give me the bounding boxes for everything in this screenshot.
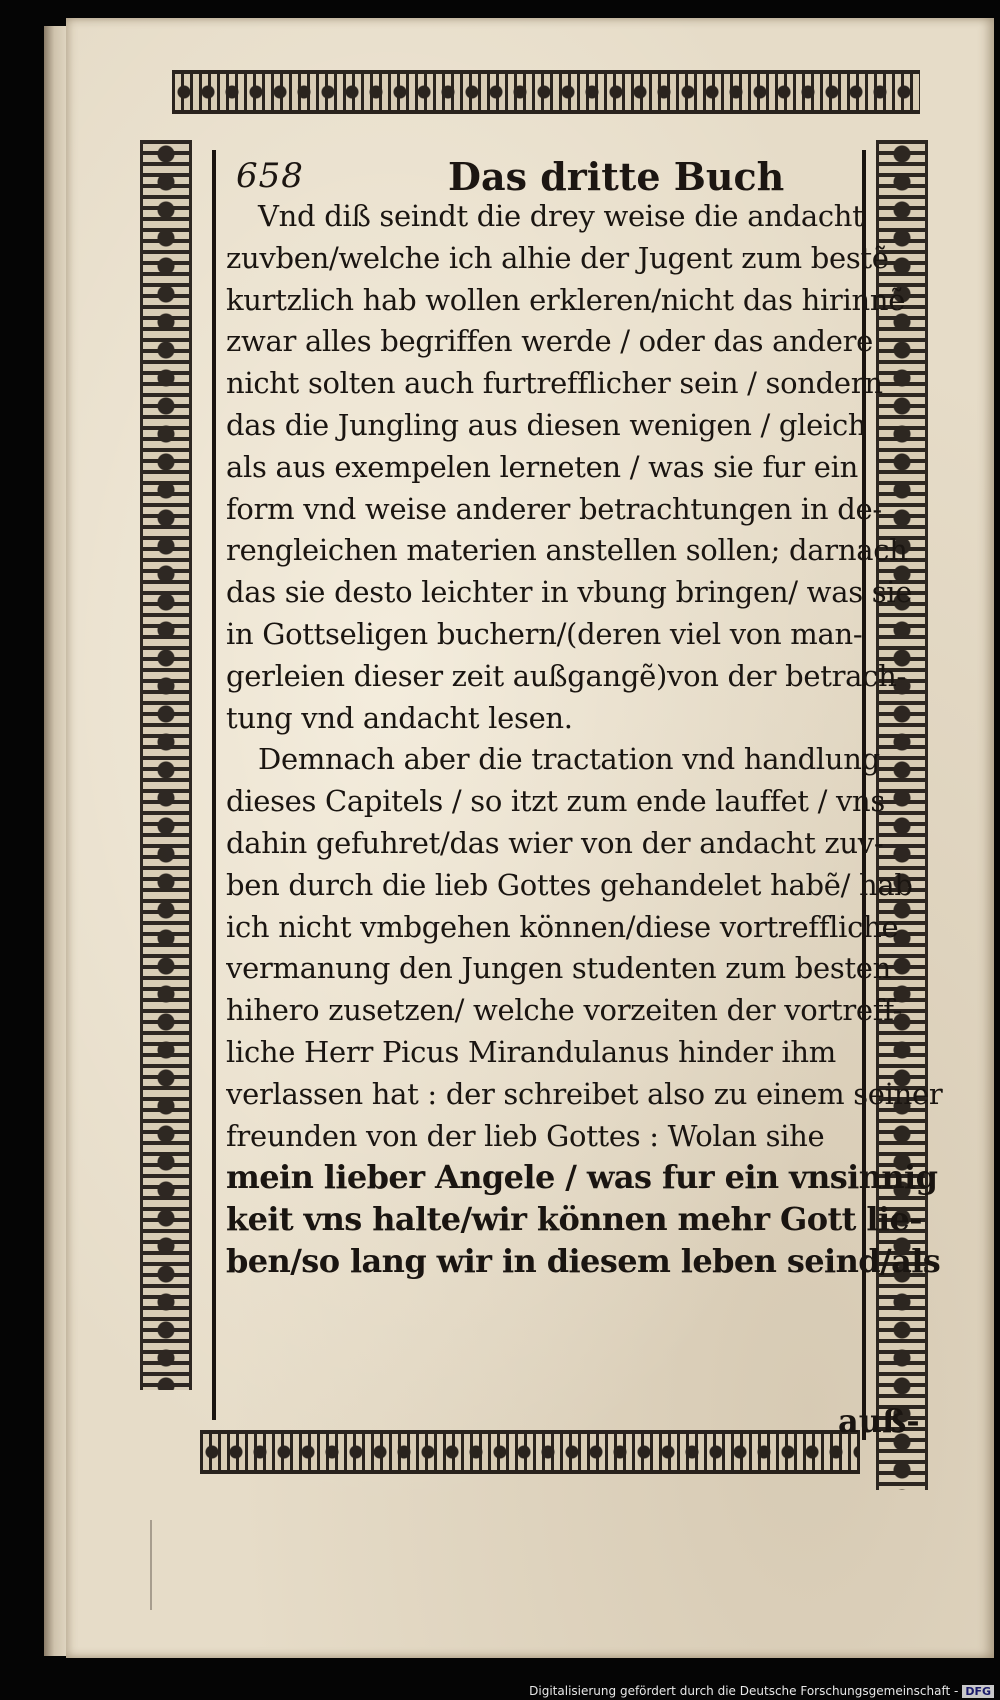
dfg-logo: DFG [962, 1685, 994, 1698]
left-ornament-border [140, 140, 192, 1390]
text-line: ich nicht vmbgehen können/diese vortreffliche [226, 909, 899, 944]
page-number: 658 [236, 156, 304, 196]
text-line: freunden von der lieb Gottes : Wolan sihe [226, 1118, 825, 1153]
bottom-ornament-border [200, 1430, 860, 1474]
text-line: form vnd weise anderer betrachtungen in de- [226, 491, 882, 526]
text-line: rengleichen materien anstellen sollen; darnach [226, 533, 908, 568]
text-line: Demnach aber die tractation vnd handlung [258, 742, 880, 777]
top-ornament-border [172, 70, 920, 114]
text-line: tung vnd andacht lesen. [226, 700, 573, 735]
text-line: keit vns halte/wir können mehr Gott lie- [226, 1200, 922, 1239]
text-line: das sie desto leichter in vbung bringen/ was sie [226, 575, 913, 610]
text-line: als aus exempelen lerneten / was sie fur ein [226, 449, 858, 484]
text-line: gerleien dieser zeit außgangẽ)von der betrach- [226, 658, 906, 693]
text-line: das die Jungling aus diesen wenigen / gleich [226, 407, 867, 442]
catchword: auß- [838, 1402, 920, 1440]
text-line: vermanung den Jungen studenten zum besten [226, 951, 892, 986]
text-line: dieses Capitels / so itzt zum ende lauffet / vns [226, 784, 886, 819]
body-text [226, 196, 946, 1283]
text-line: hihero zusetzen/ welche vorzeiten der vortreff- [226, 993, 903, 1028]
text-line: dahin gefuhret/das wier von der andacht zuv- [226, 825, 884, 860]
running-title: Das dritte Buch [448, 154, 785, 199]
digitization-credit [529, 1684, 994, 1698]
pencil-mark [150, 1520, 168, 1610]
text-line: nicht solten auch furtrefflicher sein / sondern [226, 366, 883, 401]
text-line: in Gottseligen buchern/(deren viel von man- [226, 616, 863, 651]
text-line: ben/so lang wir in diesem leben seind/als [226, 1241, 941, 1280]
left-rule [212, 150, 216, 1420]
text-line: liche Herr Picus Mirandulanus hinder ihm [226, 1034, 836, 1069]
text-line: zwar alles begriffen werde / oder das andere [226, 324, 874, 359]
text-line: verlassen hat : der schreibet also zu einem seiner [226, 1076, 943, 1111]
text-line: ben durch die lieb Gottes gehandelet habẽ/ hab [226, 867, 913, 902]
text-line: kurtzlich hab wollen erkleren/nicht das hirinnẽ [226, 282, 906, 317]
text-line: mein lieber Angele / was fur ein vnsinnig [226, 1158, 938, 1197]
text-line: Vnd diß seindt die drey weise die andacht [258, 199, 864, 233]
text-line: zuvben/welche ich alhie der Jugent zum bestẽ [226, 240, 889, 275]
credit-text: Digitalisierung gefördert durch die Deutsche Forschungsgemeinschaft - [529, 1684, 959, 1698]
